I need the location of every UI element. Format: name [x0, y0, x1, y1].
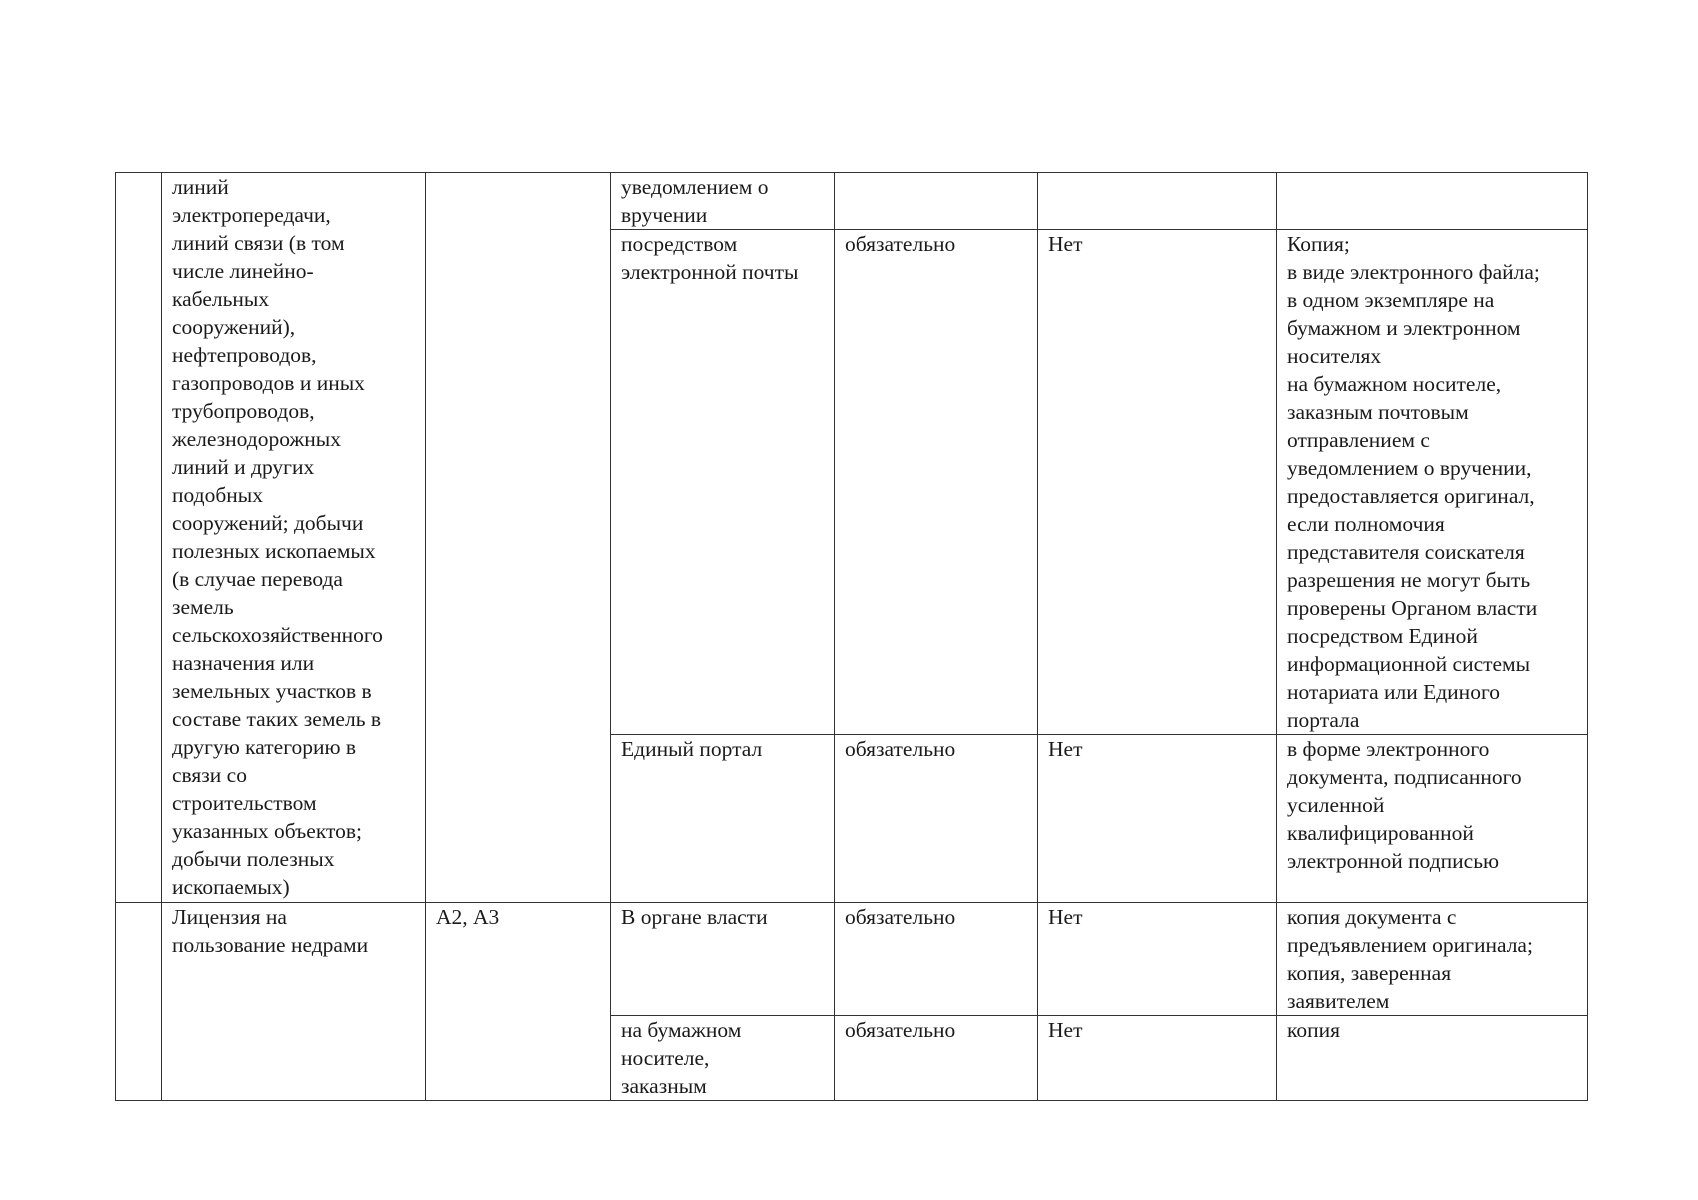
requirement-cell: обязательно: [835, 735, 1038, 903]
row-number-cell: [116, 903, 162, 1101]
document-name-cell: линий электропередачи, линий связи (в том числе линейно- кабельных сооружений), нефтепроводов, газопроводов и иных трубопроводов, железнодорожных линий и других подобных сооружений; добычи полезных ископаемых (в случае перевода земель сельскохозяйственного назначения или земельных участков в составе таких земель в другую категорию в связи со строительством указанных объектов; добычи полезных ископаемых): [162, 173, 426, 903]
flag-cell: [1038, 173, 1277, 230]
requirement-cell: обязательно: [835, 230, 1038, 735]
row-number-cell: [116, 173, 162, 903]
requirements-table: [115, 172, 1588, 1101]
form-cell: копия: [1277, 1016, 1588, 1101]
submission-method-cell: посредством электронной почты: [611, 230, 835, 735]
form-cell: в форме электронного документа, подписанного усиленной квалифицированной электронной подписью: [1277, 735, 1588, 903]
document-code-cell: А2, А3: [426, 903, 611, 1101]
flag-cell: Нет: [1038, 1016, 1277, 1101]
form-cell: [1277, 173, 1588, 230]
requirement-cell: обязательно: [835, 903, 1038, 1016]
requirement-cell: [835, 173, 1038, 230]
document-name-cell: Лицензия на пользование недрами: [162, 903, 426, 1101]
submission-method-cell: на бумажном носителе, заказным: [611, 1016, 835, 1101]
submission-method-cell: Единый портал: [611, 735, 835, 903]
table-row: [116, 903, 1588, 1016]
form-cell: копия документа с предъявлением оригинала; копия, заверенная заявителем: [1277, 903, 1588, 1016]
submission-method-cell: уведомлением о вручении: [611, 173, 835, 230]
document-code-cell: [426, 173, 611, 903]
submission-method-cell: В органе власти: [611, 903, 835, 1016]
requirement-cell: обязательно: [835, 1016, 1038, 1101]
form-cell: Копия; в виде электронного файла; в одном экземпляре на бумажном и электронном носителях на бумажном носителе, заказным почтовым отправлением с уведомлением о вручении, предоставляется оригинал, если полномочия представителя соискателя разрешения не могут быть проверены Органом власти посредством Единой информационной системы нотариата или Единого портала: [1277, 230, 1588, 735]
table-row: [116, 173, 1588, 230]
flag-cell: Нет: [1038, 903, 1277, 1016]
flag-cell: Нет: [1038, 735, 1277, 903]
flag-cell: Нет: [1038, 230, 1277, 735]
